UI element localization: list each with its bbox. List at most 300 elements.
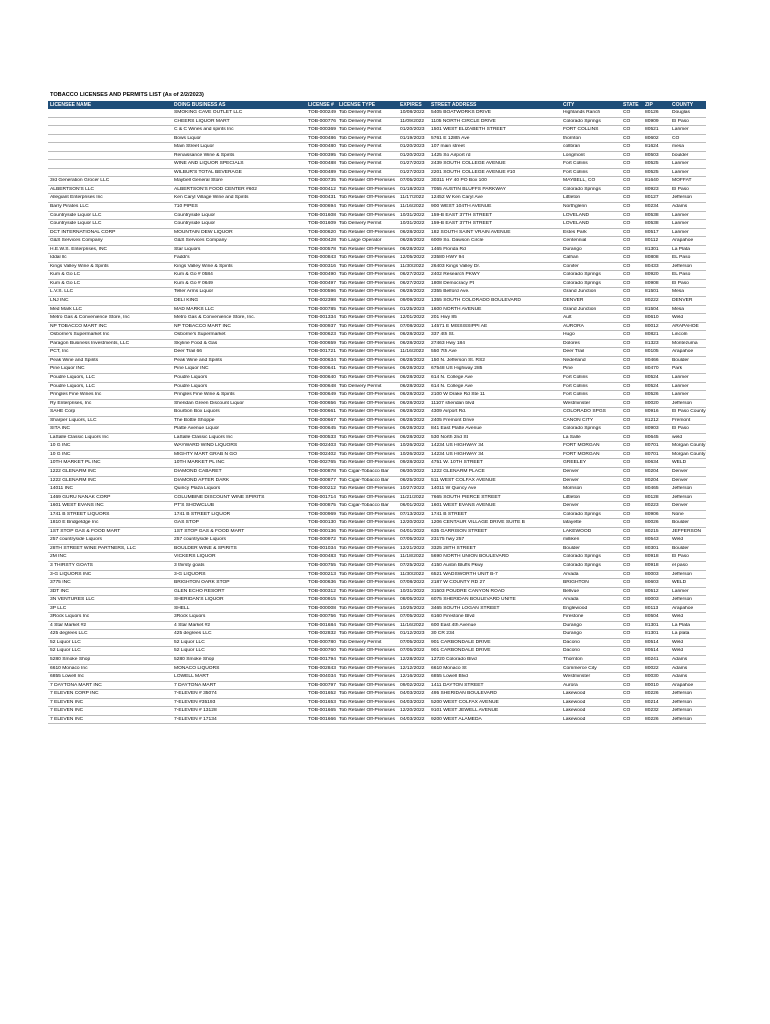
cell-license-number: TOB-000661 (308, 409, 336, 415)
cell-zip: 80503 (645, 152, 659, 158)
cell-zip: 81301 (645, 246, 659, 252)
cell-state: CO (623, 460, 631, 466)
cell-expires: 10/27/2022 (400, 486, 425, 492)
cell-state: CO (623, 648, 631, 654)
cell-expires: 04/01/2022 (400, 528, 425, 534)
cell-license-number: TOB-001665 (308, 708, 336, 714)
cell-doing-business-as: 7 DAYTONA MART (174, 682, 217, 688)
table-row (48, 605, 706, 614)
cell-county: Jefferson (672, 195, 693, 201)
cell-license-type: Tob Retailer Off-Premises (339, 204, 395, 210)
cell-license-type: Tob Retailer Off-Premises (339, 255, 395, 261)
cell-county: El Paso County (672, 409, 706, 415)
cell-zip: 80204 (645, 468, 659, 474)
cell-city: lafayette (563, 520, 582, 526)
cell-licensee-name: 14011 INC (50, 486, 74, 492)
cell-license-number: TOB-000780 (308, 639, 336, 645)
table-row (48, 109, 706, 118)
table-row (48, 545, 706, 554)
cell-city: Denver (563, 503, 579, 509)
cell-county: Larimer (672, 229, 689, 235)
cell-county: Larimer (672, 588, 689, 594)
cell-street-address: 1808 Democracy Pt (431, 280, 474, 286)
cell-license-number: TOB-000136 (308, 528, 336, 534)
cell-zip: 80634 (645, 460, 659, 466)
cell-doing-business-as: DELI KING (174, 298, 199, 304)
cell-county: Adams (672, 665, 688, 671)
cell-zip: 80128 (645, 494, 659, 500)
cell-licensee-name: SITA INC (50, 426, 71, 432)
cell-expires: 11/30/2022 (400, 263, 425, 269)
cell-licensee-name: 3DT INC (50, 588, 69, 594)
cell-street-address: 23580 HWY 94 (431, 255, 465, 261)
cell-expires: 06/28/2022 (400, 434, 425, 440)
cell-licensee-name: Barry Pirates LLC (50, 204, 89, 210)
cell-expires: 06/27/2022 (400, 272, 425, 278)
cell-expires: 06/28/2022 (400, 238, 425, 244)
cell-state: CO (623, 631, 631, 637)
cell-licensee-name: Metro Gas & Convenience Store, Inc (50, 315, 130, 321)
cell-state: CO (623, 272, 631, 278)
cell-street-address: 1601 WEST EVANS AVENUE (431, 503, 496, 509)
cell-street-address: 12452 W Ken Caryl Ave (431, 195, 483, 201)
cell-doing-business-as: Poudre Liquors (174, 374, 208, 380)
cell-county: Denver (672, 468, 688, 474)
cell-license-number: TOB-000489 (308, 169, 336, 175)
cell-county: mesa (672, 144, 684, 150)
cell-license-number: TOB-000648 (308, 383, 336, 389)
cell-license-type: Tob Retailer Off-Premises (339, 537, 395, 543)
cell-doing-business-as: Metro Gas & Convenience Store, Inc. (174, 315, 256, 321)
table-row (48, 519, 706, 528)
table-row (48, 194, 706, 203)
cell-expires: 06/28/2022 (400, 392, 425, 398)
cell-state: CO (623, 511, 631, 517)
cell-county: Boulder (672, 545, 689, 551)
cell-state: CO (623, 605, 631, 611)
table-row (48, 297, 706, 306)
cell-zip: 80908 (645, 280, 659, 286)
cell-state: CO (623, 169, 631, 175)
cell-doing-business-as: Poudre Liquors (174, 383, 208, 389)
cell-doing-business-as: Countryside Liquor (174, 212, 216, 218)
cell-expires: 11/16/2022 (400, 622, 425, 628)
cell-state: CO (623, 528, 631, 534)
cell-license-number: TOB-000735 (308, 178, 336, 184)
cell-licensee-name: 7 DAYTONA MART INC (50, 682, 102, 688)
cell-city: Centennial (563, 238, 587, 244)
cell-zip: 80003 (645, 597, 659, 603)
cell-doing-business-as: Deer Trail 66 (174, 349, 202, 355)
header-doing-business-as: DOING BUSINESS AS (174, 102, 226, 108)
cell-license-number: TOB-002403 (308, 443, 336, 449)
cell-license-number: TOB-000776 (308, 118, 336, 124)
cell-license-number: TOB-001609 (308, 221, 336, 227)
table-row (48, 571, 706, 580)
cell-zip: 80504 (645, 614, 659, 620)
table-row (48, 459, 706, 468)
cell-zip: 81323 (645, 340, 659, 346)
cell-licensee-name: 52 Liquor LLC (50, 639, 81, 645)
cell-street-address: 1741 B STREET (431, 511, 468, 517)
cell-licensee-name: 1222 GLENARM INC (50, 468, 97, 474)
cell-license-type: Tob Retailer Off-Premises (339, 451, 395, 457)
cell-license-number: TOB-000785 (308, 306, 336, 312)
cell-expires: 07/05/2022 (400, 648, 425, 654)
cell-expires: 01/12/2023 (400, 631, 425, 637)
cell-city: Northglenn (563, 204, 587, 210)
table-row (48, 639, 706, 648)
cell-county: Jefferson (672, 400, 693, 406)
table-row (48, 682, 706, 691)
cell-doing-business-as: Star Liquors (174, 246, 201, 252)
cell-city: Arvada (563, 597, 579, 603)
cell-county: MOFFAT (672, 178, 692, 184)
cell-zip: 80022 (645, 665, 659, 671)
cell-state: CO (623, 195, 631, 201)
cell-license-type: Tob Retailer Off-Premises (339, 648, 395, 654)
cell-county: Jefferson (672, 699, 693, 705)
cell-licensee-name: 1741 B STREET LIQUORS (50, 511, 110, 517)
table-row (48, 434, 706, 443)
table-body (48, 109, 706, 724)
cell-doing-business-as: CHEERS LIQUOR MART (174, 118, 230, 124)
cell-state: CO (623, 494, 631, 500)
cell-expires: 09/28/2022 (400, 460, 425, 466)
cell-licensee-name: 2M INC (50, 554, 67, 560)
cell-doing-business-as: ALBERTSON'S FOOD CENTER #602 (174, 186, 257, 192)
cell-city: La Salle (563, 434, 581, 440)
cell-zip: 80470 (645, 366, 659, 372)
cell-county: boulder (672, 152, 689, 158)
cell-state: CO (623, 571, 631, 577)
cell-state: CO (623, 255, 631, 261)
cell-license-type: Tob Delivery Permit (339, 161, 382, 167)
cell-state: CO (623, 289, 631, 295)
cell-expires: 04/03/2022 (400, 699, 425, 705)
cell-license-number: TOB-000620 (308, 229, 336, 235)
cell-license-number: TOB-000875 (308, 503, 336, 509)
cell-street-address: 27463 Hwy 184 (431, 340, 465, 346)
cell-license-number: TOB-000649 (308, 392, 336, 398)
cell-street-address: 9200 WEST ALAMEDA (431, 716, 482, 722)
cell-city: Grand Junction (563, 306, 597, 312)
cell-licensee-name: Paragon Business Investments, LLC (50, 340, 130, 346)
cell-city: Conifer (563, 263, 579, 269)
cell-zip: 80204 (645, 477, 659, 483)
cell-licensee-name: 10TH MARKET PL INC (50, 460, 101, 466)
cell-license-type: Tob Retailer Off-Premises (339, 614, 395, 620)
cell-license-type: Tob Retailer Off-Premises (339, 409, 395, 415)
cell-street-address: 614 N. College Ave (431, 374, 473, 380)
cell-zip: 80701 (645, 443, 659, 449)
cell-license-number: TOB-000480 (308, 144, 336, 150)
cell-city: FORT COLLINS (563, 127, 599, 133)
table-row (48, 417, 706, 426)
cell-state: CO (623, 332, 631, 338)
cell-licensee-name: L.V.S. LLC (50, 289, 74, 295)
table-row (48, 707, 706, 716)
cell-license-type: Tob Delivery Permit (339, 110, 382, 115)
cell-license-number: TOB-000636 (308, 580, 336, 586)
cell-doing-business-as: Bourbon Box Liquors (174, 409, 220, 415)
cell-license-number: TOB-000490 (308, 272, 336, 278)
cell-street-address: 7665 SOUTH PIERCE STREET (431, 494, 501, 500)
cell-license-type: Tob Retailer Off-Premises (339, 340, 395, 346)
cell-city: Grand Junction (563, 289, 597, 295)
cell-county: Mesa (672, 289, 684, 295)
cell-street-address: 30311 HY 40 PO Box 100 (431, 178, 487, 184)
cell-street-address: 900 WEST 104TH AVENUE (431, 204, 492, 210)
cell-license-number: TOB-000972 (308, 537, 336, 543)
cell-expires: 01/20/2023 (400, 127, 425, 133)
cell-licensee-name: 3775 INC (50, 580, 71, 586)
cell-state: CO (623, 212, 631, 218)
cell-zip: 80920 (645, 272, 659, 278)
cell-doing-business-as: Quincy Plaza Liquors (174, 486, 221, 492)
cell-county: Weld (672, 315, 684, 321)
cell-street-address: 182 SOUTH SAINT VRAIN AVENUE (431, 229, 511, 235)
cell-zip: 80602 (645, 135, 659, 141)
cell-county: Jefferson (672, 494, 693, 500)
cell-county: EL Paso (672, 272, 691, 278)
cell-state: CO (623, 708, 631, 714)
table-row (48, 288, 706, 297)
cell-state: CO (623, 306, 631, 312)
cell-doing-business-as: GAS STOP (174, 520, 199, 526)
table-row (48, 511, 706, 520)
cell-expires: 11/18/2022 (400, 554, 425, 560)
cell-zip: 80105 (645, 349, 659, 355)
cell-state: CO (623, 486, 631, 492)
cell-expires: 11/30/2022 (400, 571, 425, 577)
cell-county: None (672, 511, 684, 517)
cell-doing-business-as: MOUNTAIN DEW LIQUOR (174, 229, 233, 235)
cell-license-type: Tob Retailer Off-Premises (339, 716, 395, 722)
cell-expires: 06/28/2022 (400, 340, 425, 346)
cell-state: CO (623, 246, 631, 252)
cell-city: Colorado Springs (563, 118, 601, 124)
cell-state: CO (623, 468, 631, 474)
cell-street-address: 6521 WADSWORTH UNIT B-7 (431, 571, 498, 577)
cell-street-address: 2201 SOUTH COLLEGE AVENUE #10 (431, 169, 516, 175)
cell-county: Larimer (672, 221, 689, 227)
cell-state: CO (623, 392, 631, 398)
cell-county: Denver (672, 477, 688, 483)
cell-expires: 01/20/2023 (400, 144, 425, 150)
cell-doing-business-as: Teller Arms Liquor (174, 289, 214, 295)
cell-doing-business-as: Peak Wine and Spirits (174, 357, 223, 363)
cell-city: Fort Collins (563, 169, 588, 175)
cell-state: CO (623, 263, 631, 269)
cell-county: Larimer (672, 127, 689, 133)
header-state: STATE (623, 102, 639, 108)
cell-county: Mesa (672, 306, 684, 312)
cell-doing-business-as: GLEN ECHO RESORT (174, 588, 225, 594)
cell-zip: 80214 (645, 699, 659, 705)
cell-state: CO (623, 298, 631, 304)
page-title: TOBACCO LICENSES AND PERMITS LIST (As of 2/2/2023) (50, 92, 204, 98)
cell-license-type: Tob Delivery Permit (339, 383, 382, 389)
cell-expires: 12/21/2022 (400, 545, 425, 551)
cell-license-number: TOB-000130 (308, 520, 336, 526)
cell-licensee-name: 1810 E Bridgetdge Inc (50, 520, 99, 526)
cell-license-type: Tob Retailer Off-Premises (339, 699, 395, 705)
cell-zip: 80538 (645, 212, 659, 218)
cell-county: El Paso (672, 186, 689, 192)
cell-licensee-name: Iddal llc (50, 255, 67, 261)
table-row (48, 690, 706, 699)
cell-doing-business-as: Faddi's (174, 255, 190, 261)
cell-county: El Paso (672, 554, 689, 560)
cell-license-type: Tob Retailer Off-Premises (339, 212, 395, 218)
cell-licensee-name: Ry Enterprises, Inc (50, 400, 92, 406)
cell-license-number: TOB-000640 (308, 374, 336, 380)
cell-licensee-name: NP TOBACCO MART INC (50, 323, 107, 329)
cell-street-address: 6075 SHERIDAN BOULEVARD UNITE (431, 597, 516, 603)
header-expires: EXPIRES (400, 102, 422, 108)
header-licensee-name: LICENSEE NAME (50, 102, 92, 108)
cell-license-number: TOB-000797 (308, 682, 336, 688)
cell-licensee-name: 1ST STOP GAS & FOOD MART (50, 528, 121, 534)
cell-expires: 01/27/2023 (400, 161, 425, 167)
cell-licensee-name: 10 G INC (50, 443, 71, 449)
cell-expires: 10/26/2022 (400, 443, 425, 449)
cell-expires: 11/09/2022 (400, 118, 425, 124)
table-row (48, 553, 706, 562)
cell-zip: 80821 (645, 332, 659, 338)
cell-licensee-name: 3Rock Liquors Inc (50, 614, 90, 620)
cell-license-type: Tob Retailer Off-Premises (339, 280, 395, 286)
cell-zip: 80808 (645, 255, 659, 261)
cell-expires: 10/08/2022 (400, 110, 425, 115)
cell-doing-business-as: Sheridan Green Discount Liquor (174, 400, 244, 406)
cell-state: CO (623, 118, 631, 124)
cell-county: Jefferson (672, 571, 693, 577)
cell-license-type: Tob Retailer Off-Premises (339, 520, 395, 526)
cell-doing-business-as: 1741 B STREET LIQUOR (174, 511, 231, 517)
cell-street-address: 67548 US Highway 285 (431, 366, 483, 372)
cell-county: Jefferson (672, 691, 693, 697)
cell-license-type: Tob Retailer Off-Premises (339, 528, 395, 534)
cell-doing-business-as: 52 Liquor LLC (174, 639, 205, 645)
cell-licensee-name: Peak Wine and Spirits (50, 357, 99, 363)
cell-city: Colorado Springs (563, 186, 601, 192)
cell-street-address: 901 CARBONDALE DRIVE (431, 648, 491, 654)
cell-doing-business-as: NP TOBACCO MART INC (174, 323, 231, 329)
cell-zip: 80525 (645, 169, 659, 175)
cell-licensee-name: G&S Services Company (50, 238, 103, 244)
cell-license-number: TOB-000645 (308, 426, 336, 432)
cell-expires: 01/18/2023 (400, 186, 425, 192)
cell-street-address: 14011 W Quincy Ave (431, 486, 477, 492)
cell-city: Colorado Springs (563, 554, 601, 560)
cell-state: CO (623, 383, 631, 389)
cell-city: Aurora (563, 682, 578, 688)
cell-license-type: Tob Retailer Off-Premises (339, 392, 395, 398)
cell-expires: 07/05/2022 (400, 639, 425, 645)
cell-licensee-name: 1469 GURU NANAK CORP (50, 494, 111, 500)
cell-city: Longmont (563, 152, 585, 158)
cell-license-type: Tob Delivery Permit (339, 135, 382, 141)
cell-license-type: Tob Delivery Permit (339, 144, 382, 150)
cell-expires: 12/16/2022 (400, 674, 425, 680)
cell-license-number: TOB-002832 (308, 631, 336, 637)
cell-license-number: TOB-000878 (308, 468, 336, 474)
cell-doing-business-as: Kings Valley Wine & Spirits (174, 263, 233, 269)
table-row (48, 246, 706, 255)
cell-zip: 80906 (645, 511, 659, 517)
cell-county: Boulder (672, 357, 689, 363)
cell-license-number: TOB-000915 (308, 597, 336, 603)
cell-street-address: 495 SHERIDAN BOULEVARD (431, 691, 497, 697)
cell-zip: 80003 (645, 571, 659, 577)
license-table (48, 101, 706, 724)
cell-street-address: 5200 WEST COLFAX AVENUE (431, 699, 499, 705)
cell-license-type: Tob Retailer Off-Premises (339, 272, 395, 278)
cell-expires: 04/03/2022 (400, 716, 425, 722)
cell-doing-business-as: 3-G LIQUORS (174, 571, 206, 577)
cell-state: CO (623, 280, 631, 286)
cell-city: Lakewood (563, 716, 586, 722)
table-row (48, 425, 706, 434)
cell-license-type: Tob Retailer Off-Premises (339, 571, 395, 577)
cell-license-type: Tob Retailer Off-Premises (339, 349, 395, 355)
cell-city: Thornton (563, 657, 583, 662)
cell-state: CO (623, 622, 631, 628)
cell-zip: 80010 (645, 682, 659, 688)
cell-expires: 10/31/2022 (400, 212, 425, 218)
cell-licensee-name: 28TH STREET WINE PARTNERS, LLC (50, 545, 136, 551)
cell-license-number: TOB-001794 (308, 657, 336, 662)
cell-street-address: 3325 28TH STREET (431, 545, 476, 551)
table-row (48, 400, 706, 409)
cell-state: CO (623, 229, 631, 235)
cell-doing-business-as: VICKERS LIQUOR (174, 554, 216, 560)
cell-county: La Plata (672, 622, 690, 628)
cell-expires: 06/28/2022 (400, 289, 425, 295)
cell-zip: 81624 (645, 144, 659, 150)
cell-county: Fremont (672, 417, 691, 423)
cell-county: Adams (672, 657, 688, 662)
cell-expires: 12/05/2022 (400, 255, 425, 261)
cell-license-type: Tob Retailer Off-Premises (339, 545, 395, 551)
cell-doing-business-as: LaSalle Classic Liquors Inc (174, 434, 233, 440)
cell-county: Morgan County (672, 443, 706, 449)
cell-zip: 80112 (645, 238, 659, 244)
cell-street-address: 1206 CENTAUR VILLAGE DRIVE SUITE B (431, 520, 525, 526)
cell-city: GREELEY (563, 460, 587, 466)
cell-city: Denver (563, 468, 579, 474)
table-row (48, 596, 706, 605)
cell-licensee-name: 425 degrees LLC (50, 631, 88, 637)
cell-county: Boulder (672, 520, 689, 526)
cell-doing-business-as: Countryside Liquor (174, 221, 216, 227)
cell-county: WELD (672, 580, 687, 586)
cell-licensee-name: Kum & Go LC (50, 272, 81, 278)
cell-state: CO (623, 597, 631, 603)
cell-doing-business-as: 710 PIPES (174, 204, 198, 210)
cell-zip: 80465 (645, 486, 659, 492)
cell-expires: 07/05/2022 (400, 537, 425, 543)
cell-licensee-name: 7 ELEVEN INC (50, 699, 84, 705)
cell-city: COLORADO SPGS (563, 409, 606, 415)
table-row (48, 126, 706, 135)
table-row (48, 220, 706, 229)
cell-license-type: Tob Retailer Off-Premises (339, 298, 395, 304)
cell-county: JEFFERSON (672, 528, 702, 534)
cell-licensee-name: 6855 Lowell Inc (50, 674, 84, 680)
